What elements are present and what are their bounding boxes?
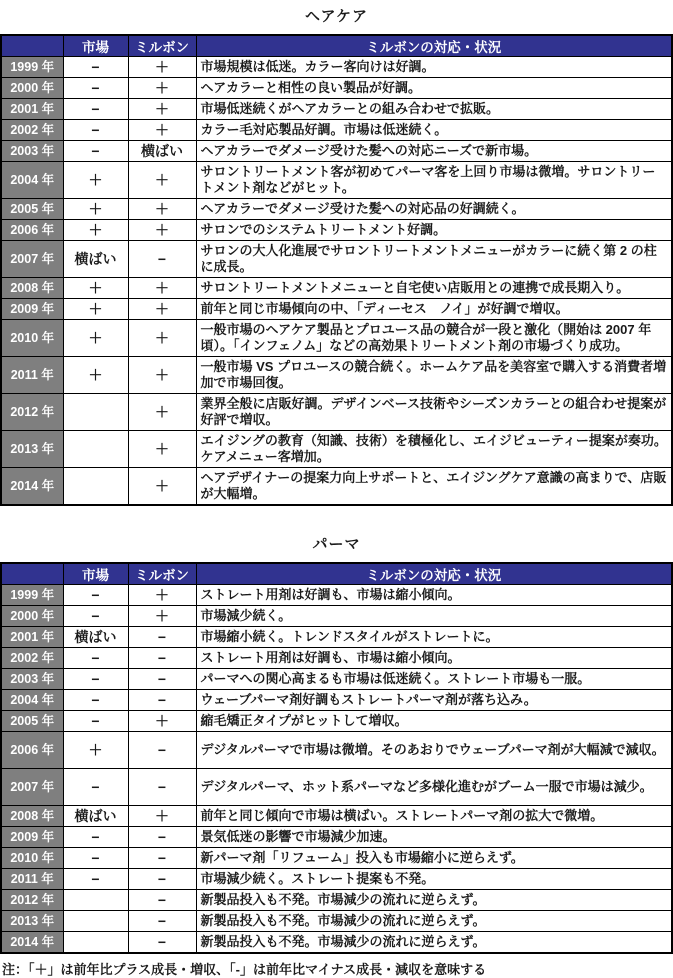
description-cell: 市場減少続く。 xyxy=(196,606,672,627)
market-cell xyxy=(63,394,128,431)
header-row xyxy=(1,563,672,585)
table-row xyxy=(1,806,672,827)
year-cell: 2006 年 xyxy=(1,220,63,241)
year-cell: 2004 年 xyxy=(1,162,63,199)
description-cell: ストレート用剤は好調も、市場は縮小傾向。 xyxy=(196,585,672,606)
description-cell: カラー毛対応製品好調。市場は低迷続く。 xyxy=(196,120,672,141)
year-cell: 2001 年 xyxy=(1,627,63,648)
table-row xyxy=(1,78,672,99)
header-row xyxy=(1,35,672,57)
table-row xyxy=(1,299,672,320)
year-cell: 2012 年 xyxy=(1,394,63,431)
milbon-cell: ＋ xyxy=(128,278,196,299)
year-cell: 2010 年 xyxy=(1,320,63,357)
milbon-cell: − xyxy=(128,241,196,278)
table-row xyxy=(1,911,672,932)
year-cell: 2000 年 xyxy=(1,78,63,99)
milbon-cell: ＋ xyxy=(128,585,196,606)
table-row xyxy=(1,120,672,141)
market-cell: − xyxy=(63,690,128,711)
table-row xyxy=(1,57,672,78)
haircare-table-title: ヘアケア xyxy=(304,8,369,25)
table-haircare-body xyxy=(1,57,672,506)
description-cell: 新製品投入も不発。市場減少の流れに逆らえず。 xyxy=(196,932,672,954)
table-row xyxy=(1,932,672,954)
milbon-cell: ＋ xyxy=(128,57,196,78)
table-haircare-header xyxy=(1,35,672,57)
market-cell: − xyxy=(63,141,128,162)
table-perm-header xyxy=(1,563,672,585)
year-cell: 2002 年 xyxy=(1,648,63,669)
status-header-cell: ミルボンの対応・状況 xyxy=(196,563,672,585)
milbon-cell: − xyxy=(128,932,196,954)
description-cell: 前年と同じ傾向で市場は横ばい。ストレートパーマ剤の拡大で微増。 xyxy=(196,806,672,827)
year-cell: 2010 年 xyxy=(1,848,63,869)
table-row xyxy=(1,627,672,648)
table-haircare xyxy=(0,34,673,506)
year-cell: 2003 年 xyxy=(1,141,63,162)
description-cell: サロンの大人化進展でサロントリートメントメニューがカラーに続く第 2 の柱に成長。 xyxy=(196,241,672,278)
milbon-cell: ＋ xyxy=(128,99,196,120)
year-cell: 2008 年 xyxy=(1,806,63,827)
year-header-cell xyxy=(1,35,63,57)
market-cell: 横ばい xyxy=(63,806,128,827)
table-row xyxy=(1,848,672,869)
description-cell: ストレート用剤は好調も、市場は縮小傾向。 xyxy=(196,648,672,669)
table-row xyxy=(1,431,672,468)
description-cell: 市場減少続く。ストレート提案も不発。 xyxy=(196,869,672,890)
year-cell: 2005 年 xyxy=(1,711,63,732)
market-cell xyxy=(63,431,128,468)
year-cell: 2003 年 xyxy=(1,669,63,690)
milbon-cell: ＋ xyxy=(128,120,196,141)
description-cell: ウェーブパーマ剤好調もストレートパーマ剤が落ち込み。 xyxy=(196,690,672,711)
table-row xyxy=(1,606,672,627)
milbon-cell: − xyxy=(128,848,196,869)
table-row xyxy=(1,769,672,806)
milbon-cell: − xyxy=(128,732,196,769)
market-cell: ＋ xyxy=(63,320,128,357)
table-row xyxy=(1,99,672,120)
market-cell: 横ばい xyxy=(63,241,128,278)
description-cell: 市場規模は低迷。カラー客向けは好調。 xyxy=(196,57,672,78)
milbon-cell: − xyxy=(128,869,196,890)
table-row xyxy=(1,669,672,690)
table-row xyxy=(1,241,672,278)
table-row xyxy=(1,357,672,394)
year-cell: 2006 年 xyxy=(1,732,63,769)
market-cell: − xyxy=(63,78,128,99)
year-cell: 1999 年 xyxy=(1,585,63,606)
table-row xyxy=(1,220,672,241)
milbon-cell: ＋ xyxy=(128,162,196,199)
milbon-cell: ＋ xyxy=(128,711,196,732)
year-cell: 2000 年 xyxy=(1,606,63,627)
market-cell: − xyxy=(63,769,128,806)
year-cell: 2013 年 xyxy=(1,431,63,468)
milbon-cell: − xyxy=(128,690,196,711)
description-cell: サロントリートメント客が初めてパーマ客を上回り市場は微増。サロントリートメント剤などがヒット。 xyxy=(196,162,672,199)
table-row xyxy=(1,278,672,299)
market-cell: 横ばい xyxy=(63,627,128,648)
table-row xyxy=(1,468,672,506)
market-cell xyxy=(63,911,128,932)
year-cell: 2009 年 xyxy=(1,299,63,320)
market-cell: ＋ xyxy=(63,357,128,394)
year-cell: 2007 年 xyxy=(1,769,63,806)
table-row xyxy=(1,648,672,669)
milbon-header-cell: ミルボン xyxy=(128,35,196,57)
year-cell: 2004 年 xyxy=(1,690,63,711)
table-perm xyxy=(0,562,673,954)
milbon-cell: 横ばい xyxy=(128,141,196,162)
table-row xyxy=(1,585,672,606)
market-cell xyxy=(63,468,128,506)
description-cell: サロンでのシステムトリートメント好調。 xyxy=(196,220,672,241)
market-cell: ＋ xyxy=(63,199,128,220)
milbon-cell: ＋ xyxy=(128,394,196,431)
market-cell: − xyxy=(63,585,128,606)
milbon-cell: ＋ xyxy=(128,78,196,99)
milbon-cell: − xyxy=(128,769,196,806)
description-cell: 市場縮小続く。トレンドスタイルがストレートに。 xyxy=(196,627,672,648)
description-cell: 前年と同じ市場傾向の中、「ディーセス ノイ」が好調で増収。 xyxy=(196,299,672,320)
milbon-cell: ＋ xyxy=(128,299,196,320)
table-row xyxy=(1,711,672,732)
description-cell: 景気低迷の影響で市場減少加速。 xyxy=(196,827,672,848)
year-cell: 2011 年 xyxy=(1,357,63,394)
milbon-cell: ＋ xyxy=(128,220,196,241)
year-cell: 2007 年 xyxy=(1,241,63,278)
milbon-cell: ＋ xyxy=(128,199,196,220)
milbon-cell: − xyxy=(128,911,196,932)
footnote: 注：「＋」は前年比プラス成長・増収、「-」は前年比マイナス成長・減収を意味する xyxy=(2,962,487,977)
market-cell: − xyxy=(63,57,128,78)
milbon-cell: − xyxy=(128,890,196,911)
description-cell: 業界全般に店販好調。デザインベース技術やシーズンカラーとの組合わせ提案が好評で増収。 xyxy=(196,394,672,431)
table-row xyxy=(1,690,672,711)
description-cell: ヘアカラーでダメージ受けた髪への対応品の好調続く。 xyxy=(196,199,672,220)
market-cell: ＋ xyxy=(63,299,128,320)
year-cell: 2005 年 xyxy=(1,199,63,220)
year-cell: 2012 年 xyxy=(1,890,63,911)
milbon-cell: ＋ xyxy=(128,357,196,394)
market-cell xyxy=(63,932,128,954)
table-row xyxy=(1,394,672,431)
milbon-cell: ＋ xyxy=(128,320,196,357)
table-row xyxy=(1,890,672,911)
description-cell: 一般市場のヘアケア製品とプロユース品の競合が一段と激化（開始は 2007 年頃）。「インフェノム」などの高効果トリートメント剤の市場づくり成功。 xyxy=(196,320,672,357)
milbon-cell: − xyxy=(128,669,196,690)
market-cell: ＋ xyxy=(63,220,128,241)
description-cell: サロントリートメントメニューと自宅使い店販用との連携で成長期入り。 xyxy=(196,278,672,299)
milbon-cell: − xyxy=(128,827,196,848)
market-cell: − xyxy=(63,827,128,848)
description-cell: 新パーマ剤「リフューム」投入も市場縮小に逆らえず。 xyxy=(196,848,672,869)
table-row xyxy=(1,869,672,890)
market-cell: ＋ xyxy=(63,162,128,199)
market-cell xyxy=(63,890,128,911)
table-row xyxy=(1,732,672,769)
market-cell: − xyxy=(63,869,128,890)
year-cell: 2009 年 xyxy=(1,827,63,848)
perm-table-title: パーマ xyxy=(312,536,361,553)
description-cell: エイジングの教育（知識、技術）を積極化し、エイジビューティー提案が奏功。ケアメニュー客増加。 xyxy=(196,431,672,468)
milbon-cell: ＋ xyxy=(128,431,196,468)
milbon-header-cell: ミルボン xyxy=(128,563,196,585)
description-cell: 縮毛矯正タイプがヒットして増収。 xyxy=(196,711,672,732)
table-row xyxy=(1,199,672,220)
description-cell: 市場低迷続くがヘアカラーとの組み合わせで拡販。 xyxy=(196,99,672,120)
description-cell: デジタルパーマで市場は微増。そのあおりでウェーブパーマ剤が大幅減で減収。 xyxy=(196,732,672,769)
market-cell: ＋ xyxy=(63,278,128,299)
year-cell: 2014 年 xyxy=(1,932,63,954)
milbon-cell: ＋ xyxy=(128,806,196,827)
market-cell: − xyxy=(63,606,128,627)
market-header-cell: 市場 xyxy=(63,563,128,585)
description-cell: 新製品投入も不発。市場減少の流れに逆らえず。 xyxy=(196,911,672,932)
milbon-cell: ＋ xyxy=(128,606,196,627)
table-row xyxy=(1,320,672,357)
table-row xyxy=(1,141,672,162)
market-cell: − xyxy=(63,711,128,732)
description-cell: ヘアカラーと相性の良い製品が好調。 xyxy=(196,78,672,99)
year-cell: 2001 年 xyxy=(1,99,63,120)
description-cell: ヘアデザイナーの提案力向上サポートと、エイジングケア意識の高まりで、店販が大幅増。 xyxy=(196,468,672,506)
market-header-cell: 市場 xyxy=(63,35,128,57)
milbon-cell: − xyxy=(128,648,196,669)
description-cell: 一般市場 VS プロユースの競合続く。ホームケア品を美容室で購入する消費者増加で市場回復。 xyxy=(196,357,672,394)
milbon-cell: − xyxy=(128,627,196,648)
milbon-cell: ＋ xyxy=(128,468,196,506)
table-perm-body xyxy=(1,585,672,954)
description-cell: パーマへの関心高まるも市場は低迷続く。ストレート市場も一服。 xyxy=(196,669,672,690)
market-cell: − xyxy=(63,669,128,690)
table-row xyxy=(1,162,672,199)
market-cell: − xyxy=(63,648,128,669)
market-cell: − xyxy=(63,120,128,141)
market-cell: ＋ xyxy=(63,732,128,769)
year-cell: 2011 年 xyxy=(1,869,63,890)
year-cell: 2014 年 xyxy=(1,468,63,506)
year-cell: 2008 年 xyxy=(1,278,63,299)
description-cell: ヘアカラーでダメージ受けた髪への対応ニーズで新市場。 xyxy=(196,141,672,162)
table-row xyxy=(1,827,672,848)
market-cell: − xyxy=(63,99,128,120)
description-cell: 新製品投入も不発。市場減少の流れに逆らえず。 xyxy=(196,890,672,911)
year-cell: 2002 年 xyxy=(1,120,63,141)
year-header-cell xyxy=(1,563,63,585)
status-header-cell: ミルボンの対応・状況 xyxy=(196,35,672,57)
year-cell: 1999 年 xyxy=(1,57,63,78)
year-cell: 2013 年 xyxy=(1,911,63,932)
market-cell: − xyxy=(63,848,128,869)
description-cell: デジタルパーマ、ホット系パーマなど多様化進むがブーム一服で市場は減少。 xyxy=(196,769,672,806)
